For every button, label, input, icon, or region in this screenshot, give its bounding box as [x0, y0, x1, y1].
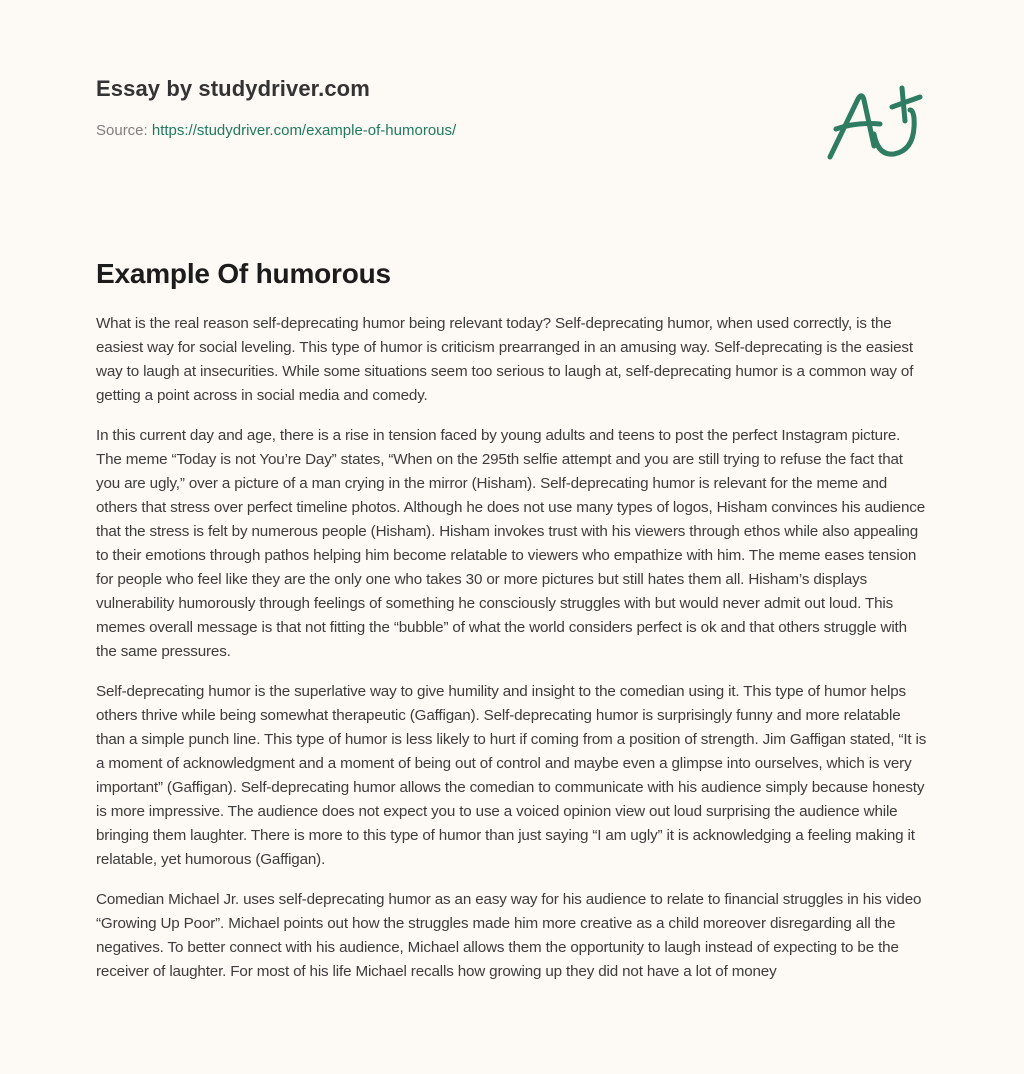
site-title: Essay by studydriver.com: [96, 76, 370, 101]
essay-title: Example Of humorous: [96, 258, 391, 289]
a-plus-grade-icon: [818, 66, 934, 166]
essay-paragraph: What is the real reason self-deprecating humor being relevant today? Self-deprecating humor, when used correctly, is the easiest way for social leveling. This type of humor is criticism prearranged in an amusing way. Self-deprecating is the easiest way to laugh at insecurities. While some situations seem too serious to laugh at, self-deprecating humor is a common way of getting a point across in social media and comedy.: [96, 315, 914, 404]
source-label: Source:: [96, 122, 148, 139]
essay-paragraph: Comedian Michael Jr. uses self-deprecating humor as an easy way for his audience to relate to financial struggles in his video “Growing Up Poor”. Michael points out how the struggles made him more creative as a child moreover disregarding all the negatives. To better connect with his audience, Michael allows them the opportunity to laugh instead of expecting to be the receiver of laughter. For most of his life Michael recalls how growing up they did not have a lot of money: [96, 891, 922, 980]
page-header: [96, 72, 928, 141]
essay-content: [96, 252, 928, 1000]
essay-paragraph: Self-deprecating humor is the superlative way to give humility and insight to the comedian using it. This type of humor helps others thrive while being somewhat therapeutic (Gaffigan). Self-deprecating humor is surprisingly funny and more relatable than a simple punch line. This type of humor is less likely to hurt if coming from a position of strength. Jim Gaffigan stated, “It is a moment of acknowledgment and a moment of being out of control and maybe even a glimpse into ourselves, which is very important” (Gaffigan). Self-deprecating humor allows the comedian to communicate with his audience simply because honesty is more impressive. The audience does not expect you to use a voiced opinion view out loud surprising the audience while bringing them laughter. There is more to this type of humor than just saying “I am ugly” it is acknowledging a feeling making it relatable, yet humorous (Gaffigan).: [96, 683, 927, 868]
source-link[interactable]: https://studydriver.com/example-of-humorous/: [151, 122, 457, 139]
essay-paragraph: In this current day and age, there is a rise in tension faced by young adults and teens to post the perfect Instagram picture. The meme “Today is not You’re Day” states, “When on the 295th selfie attempt and you are still trying to refuse the fact that you are ugly,” over a picture of a man crying in the mirror (Hisham). Self-deprecating humor is relevant for the meme and others that stress over perfect timeline photos. Although he does not use many types of logos, Hisham convinces his audience that the stress is felt by numerous people (Hisham). Hisham invokes trust with his viewers through ethos while also appealing to their emotions through pathos helping him become relatable to viewers who empathize with him. The meme eases tension for people who feel like they are the only one who takes 30 or more pictures but still hates them all. Hisham’s displays vulnerability humorously through feelings of something he consciously struggles with but would never admit out loud. This memes overall message is that not fitting the “bubble” of what the world considers perfect is ok and that others struggle with the same pressures.: [96, 427, 926, 660]
source-line: [96, 121, 928, 141]
